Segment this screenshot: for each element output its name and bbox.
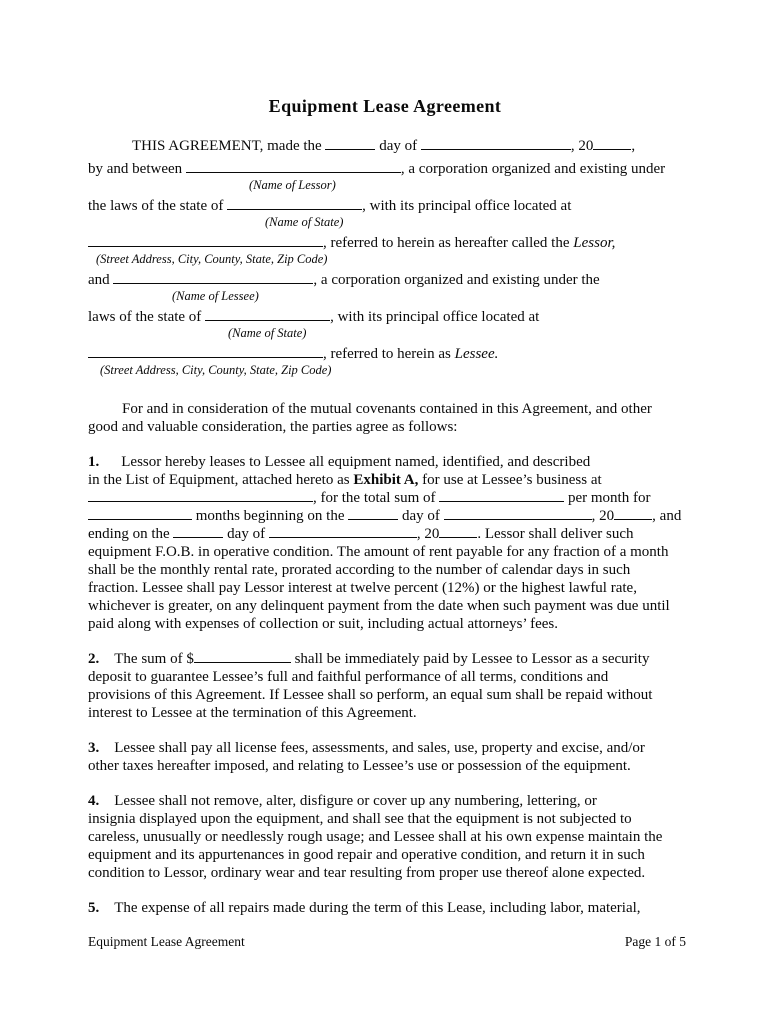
- text-run: the laws of the state of: [88, 198, 228, 214]
- doc-line: [88, 543, 682, 561]
- text-run: Lessee shall pay all license fees, assessments, and sales, use, property and excise, and/or: [114, 740, 645, 756]
- blank-underline: [186, 160, 401, 173]
- blank-underline: [227, 197, 362, 210]
- doc-line: [88, 525, 682, 543]
- text-run: , with its principal office located at: [362, 198, 572, 214]
- text-run: equipment F.O.B. in operative condition. The amount of rent payable for any fraction of a month: [88, 544, 669, 560]
- tab-space: [88, 373, 100, 374]
- doc-line: [88, 137, 682, 155]
- page-footer: [88, 934, 686, 950]
- field-label: (Name of State): [265, 215, 344, 229]
- blank-underline: [444, 507, 592, 520]
- text-run: months beginning on the: [192, 508, 349, 524]
- doc-line: [88, 234, 682, 252]
- doc-line: [88, 686, 682, 704]
- doc-line: [88, 271, 682, 289]
- text-run: , a corporation organized and existing under the: [313, 272, 600, 288]
- text-run: , referred to herein as hereafter called the: [323, 235, 574, 251]
- footer-page-number: Page 1 of 5: [624, 934, 686, 949]
- doc-line: [88, 160, 682, 178]
- doc-line: [88, 757, 682, 775]
- blank-underline: [439, 525, 477, 538]
- text-run: For and in consideration of the mutual covenants contained in this Agreement, and other: [122, 401, 652, 417]
- text-run: , referred to herein as: [323, 346, 455, 362]
- field-label-line: [88, 326, 682, 340]
- text-run: for use at Lessee’s business at: [418, 472, 602, 488]
- field-label: (Street Address, City, County, State, Zip Code): [96, 252, 328, 266]
- doc-line: [88, 792, 682, 810]
- text-run: , a corporation organized and existing under: [400, 161, 666, 177]
- document-title: Equipment Lease Agreement: [268, 96, 502, 116]
- blank-underline: [88, 489, 313, 502]
- text-run: equipment and its appurtenances in good repair and operative condition, and return it in such: [88, 847, 645, 863]
- text-run: The sum of $: [114, 651, 194, 667]
- bold-run: 2.: [88, 651, 100, 667]
- blank-underline: [88, 507, 192, 520]
- blank-underline: [88, 234, 323, 247]
- doc-line: [88, 810, 682, 828]
- bold-run: Exhibit A,: [353, 472, 419, 488]
- text-run: ,: [631, 138, 636, 154]
- doc-line: [88, 899, 682, 917]
- text-run: shall be the monthly rental rate, prorated according to the number of calendar days in such: [88, 562, 631, 578]
- bold-run: 1.: [88, 454, 100, 470]
- text-run: careless, unusually or needlessly rough usage; and Lessee shall at his own expense maintain the: [88, 829, 663, 845]
- doc-line: [88, 197, 682, 215]
- tab-space: [99, 911, 114, 912]
- text-run: by and between: [88, 161, 186, 177]
- field-label: (Name of Lessee): [172, 289, 259, 303]
- text-run: , 20: [570, 138, 594, 154]
- doc-line: [88, 597, 682, 615]
- doc-line: [88, 561, 682, 579]
- text-run: fraction. Lessee shall pay Lessor interest at twelve percent (12%) or the highest lawful rate,: [88, 580, 637, 596]
- blank-underline: [269, 525, 417, 538]
- text-run: deposit to guarantee Lessee’s full and faithful performance of all terms, conditions and: [88, 669, 609, 685]
- blank-underline: [421, 137, 571, 150]
- field-label: (Name of State): [228, 326, 307, 340]
- blank-underline: [194, 650, 291, 663]
- text-run: , with its principal office located at: [330, 309, 540, 325]
- bold-run: 3.: [88, 740, 100, 756]
- doc-line: [88, 846, 682, 864]
- document-body: [88, 137, 682, 917]
- text-run: Lessee shall not remove, alter, disfigure or cover up any numbering, lettering, or: [114, 793, 597, 809]
- tab-space: [99, 465, 121, 466]
- bold-run: 5.: [88, 900, 100, 916]
- text-run: , for the total sum of: [313, 490, 440, 506]
- text-run: interest to Lessee at the termination of this Agreement.: [88, 705, 417, 721]
- blank-underline: [614, 507, 652, 520]
- doc-line: [88, 864, 682, 882]
- blank-underline: [205, 308, 330, 321]
- document-content: [88, 95, 682, 917]
- text-run: ending on the: [88, 526, 174, 542]
- blank-underline: [173, 525, 223, 538]
- blank-underline: [88, 345, 323, 358]
- doc-line: [88, 615, 682, 633]
- tab-space: [88, 262, 96, 263]
- tab-space: [99, 662, 114, 663]
- doc-line: [88, 308, 682, 326]
- doc-line: [88, 400, 682, 418]
- tab-space: [88, 299, 172, 300]
- tab-space: [99, 804, 114, 805]
- text-run: paid along with expenses of collection or suit, including actual attorneys’ fees.: [88, 616, 559, 632]
- doc-line: [88, 668, 682, 686]
- text-run: per month for: [564, 490, 651, 506]
- tab-space: [88, 149, 132, 150]
- blank-underline: [113, 271, 313, 284]
- tab-space: [88, 336, 228, 337]
- text-run: . Lessor shall deliver such: [477, 526, 634, 542]
- tab-space: [88, 225, 265, 226]
- footer-document-name: Equipment Lease Agreement: [88, 934, 245, 949]
- text-run: whichever is greater, on any delinquent payment from the date when such payment was due until: [88, 598, 670, 614]
- doc-line: [88, 418, 682, 436]
- italic-run: Lessor,: [573, 235, 616, 251]
- field-label-line: [88, 252, 682, 266]
- text-run: day of: [375, 138, 421, 154]
- doc-line: [88, 345, 682, 363]
- text-run: in the List of Equipment, attached hereto as: [88, 472, 354, 488]
- text-run: condition to Lessor, ordinary wear and tear resulting from proper use thereof alone expected.: [88, 865, 646, 881]
- tab-space: [88, 188, 249, 189]
- doc-line: [88, 507, 682, 525]
- text-run: insignia displayed upon the equipment, and shall see that the equipment is not subjected to: [88, 811, 632, 827]
- text-run: provisions of this Agreement. If Lessee shall so perform, an equal sum shall be repaid without: [88, 687, 653, 703]
- text-run: good and valuable consideration, the parties agree as follows:: [88, 419, 458, 435]
- blank-underline: [325, 137, 375, 150]
- bold-run: 4.: [88, 793, 100, 809]
- text-run: THIS AGREEMENT, made the: [132, 138, 326, 154]
- text-run: The expense of all repairs made during the term of this Lease, including labor, material,: [114, 900, 641, 916]
- doc-line: [88, 739, 682, 757]
- text-run: laws of the state of: [88, 309, 206, 325]
- field-label: (Street Address, City, County, State, Zip Code): [100, 363, 332, 377]
- doc-line: [88, 650, 682, 668]
- italic-run: Lessee.: [454, 346, 499, 362]
- field-label-line: [88, 178, 682, 192]
- doc-line: [88, 453, 682, 471]
- text-run: , 20: [416, 526, 440, 542]
- field-label-line: [88, 215, 682, 229]
- blank-underline: [593, 137, 631, 150]
- text-run: day of: [223, 526, 269, 542]
- doc-line: [88, 704, 682, 722]
- tab-space: [88, 412, 122, 413]
- tab-space: [99, 751, 114, 752]
- text-run: other taxes hereafter imposed, and relating to Lessee’s use or possession of the equipment.: [88, 758, 631, 774]
- field-label-line: [88, 363, 682, 377]
- blank-underline: [439, 489, 564, 502]
- text-run: , 20: [591, 508, 615, 524]
- text-run: and: [88, 272, 114, 288]
- text-run: Lessor hereby leases to Lessee all equipment named, identified, and described: [121, 454, 591, 470]
- doc-line: [88, 579, 682, 597]
- doc-line: [88, 489, 682, 507]
- doc-line: [88, 471, 682, 489]
- field-label: (Name of Lessor): [249, 178, 336, 192]
- text-run: shall be immediately paid by Lessee to Lessor as a security: [290, 651, 650, 667]
- doc-line: [88, 828, 682, 846]
- blank-underline: [348, 507, 398, 520]
- field-label-line: [88, 289, 682, 303]
- text-run: , and: [652, 508, 682, 524]
- text-run: day of: [398, 508, 444, 524]
